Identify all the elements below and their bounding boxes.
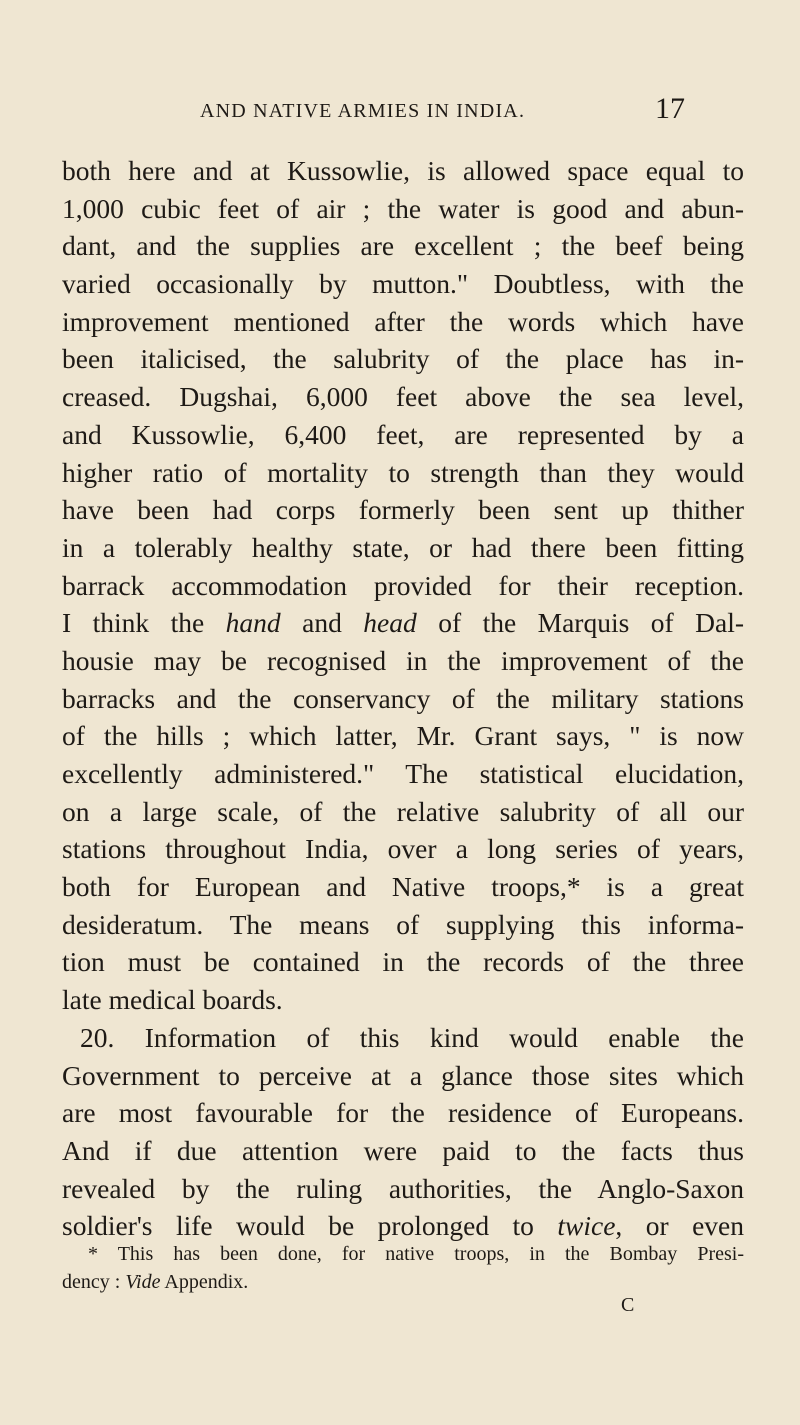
text-line: barracks and the conservancy of the military stations: [62, 682, 744, 714]
text-line: stations throughout India, over a long series of years,: [62, 833, 744, 865]
footnote-line: [62, 1268, 744, 1296]
body-text: [62, 152, 744, 1245]
footnote-line: * This has been done, for native troops, in the Bombay Presi-: [88, 1243, 744, 1265]
text-run: Appendix.: [160, 1271, 249, 1293]
text-line: are most favourable for the residence of Europeans.: [62, 1097, 744, 1129]
text-line: revealed by the ruling authorities, the Anglo-Saxon: [62, 1172, 744, 1204]
text-line: both here and at Kussowlie, is allowed space equal to: [62, 155, 744, 186]
paragraph-20-start: 20. Information of this kind would enable the: [80, 1021, 744, 1053]
text-run: I think the: [62, 607, 226, 639]
text-line: creased. Dugshai, 6,000 feet above the sea level,: [62, 381, 744, 413]
text-line-italic-hand-head: [62, 604, 744, 642]
text-line: improvement mentioned after the words which have: [62, 305, 744, 337]
running-title: AND NATIVE ARMIES IN INDIA.: [200, 100, 526, 122]
text-run: soldier's life would be prolonged to: [62, 1210, 558, 1242]
text-line: in a tolerably healthy state, or had there been fitting: [62, 531, 744, 563]
text-run: and: [280, 607, 364, 639]
running-head: [0, 92, 800, 132]
text-line: dant, and the supplies are excellent ; the beef being: [62, 230, 744, 262]
text-line: on a large scale, of the relative salubrity of all our: [62, 795, 744, 827]
text-line: 1,000 cubic feet of air ; the water is good and abun-: [62, 192, 744, 224]
text-line-paragraph-end: late medical boards.: [62, 984, 283, 1016]
text-run: of the Marquis of Dal-: [416, 607, 744, 639]
text-line: have been had corps formerly been sent up thither: [62, 494, 744, 526]
text-run: dency :: [62, 1271, 126, 1293]
text-line: varied occasionally by mutton." Doubtless, with the: [62, 268, 744, 300]
text-line: excellently administered." The statistical elucidation,: [62, 758, 744, 789]
text-line: been italicised, the salubrity of the place has in-: [62, 343, 744, 375]
text-run: , or even: [615, 1210, 744, 1242]
text-line: both for European and Native troops,* is a great: [62, 871, 744, 903]
text-line: and Kussowlie, 6,400 feet, are represented by a: [62, 418, 744, 450]
text-line: higher ratio of mortality to strength than they would: [62, 456, 744, 488]
text-line: desideratum. The means of supplying this informa-: [62, 908, 744, 940]
page-number: 17: [655, 92, 685, 125]
italic-hand: hand: [225, 607, 281, 639]
italic-twice: twice: [557, 1210, 616, 1242]
footnote: [62, 1240, 744, 1296]
text-line: Government to perceive at a glance those sites which: [62, 1059, 744, 1091]
italic-vide: Vide: [125, 1271, 161, 1293]
signature-mark: C: [621, 1294, 635, 1316]
text-line: housie may be recognised in the improvement of the: [62, 644, 744, 676]
text-line: tion must be contained in the records of the three: [62, 946, 744, 978]
text-line: And if due attention were paid to the facts thus: [62, 1134, 744, 1166]
italic-head: head: [363, 607, 417, 639]
text-line: of the hills ; which latter, Mr. Grant says, " is now: [62, 720, 744, 752]
text-line: barrack accommodation provided for their reception.: [62, 569, 744, 601]
